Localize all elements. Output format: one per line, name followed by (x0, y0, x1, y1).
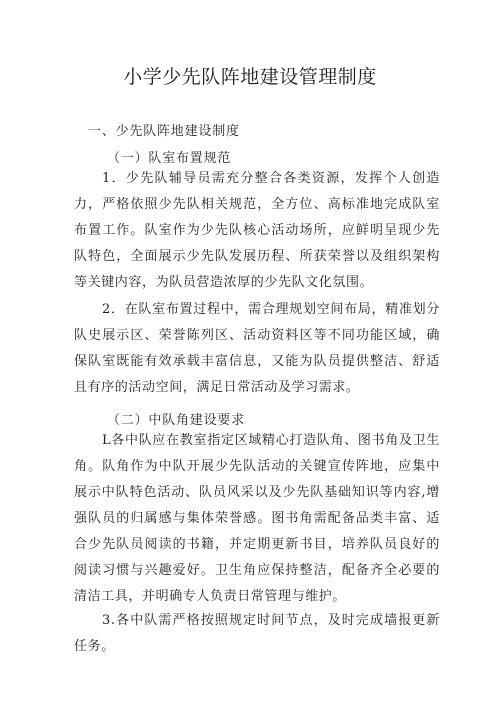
document-title: 小学少先队阵地建设管理制度 (123, 66, 377, 88)
paragraph: 1．少先队辅导员需充分整合各类资源，发挥个人创造力，严格依照少先队相关规范，全方位、高标准地完成队室布置工作。队室作为少先队核心活动场所，应鲜明呈现少先队特色，全面展示少先队发展历程、所获荣誉以及组织架构等关键内容，为队员营造浓厚的少先队文化氛围。 (74, 171, 440, 290)
paragraph: L各中队应在教室指定区域精心打造队角、图书角及卫生角。队角作为中队开展少先队活动的关键宣传阵地，应集中展示中队特色活动、队员风采以及少先队基础知识等内容,增强队员的归属感与集体荣誉感。图书角需配备品类丰富、适合少先队员阅读的书籍，并定期更新书目，培养队员良好的阅读习惯与兴趣爱好。卫生角应保持整洁，配备齐全必要的清洁工具，并明确专人负责日常管理与维护。 (74, 433, 440, 604)
subsection-heading: （二）中队角建设要求 (107, 413, 246, 428)
paragraph: 2．在队室布置过程中，需合理规划空间布局，精准划分队史展示区、荣誉陈列区、活动资料区等不同功能区域，确保队室既能有效承载丰富信息，又能为队员提供整洁、舒适且有序的活动空间，满足日常活动及学习需求。 (74, 302, 440, 395)
paragraph: 3.各中队需严格按照规定时间节点，及时完成墙报更新任务。 (74, 613, 440, 654)
subsection-heading: （一）队室布置规范 (107, 151, 232, 166)
section-heading: 一、少先队阵地建设制度 (88, 124, 240, 139)
